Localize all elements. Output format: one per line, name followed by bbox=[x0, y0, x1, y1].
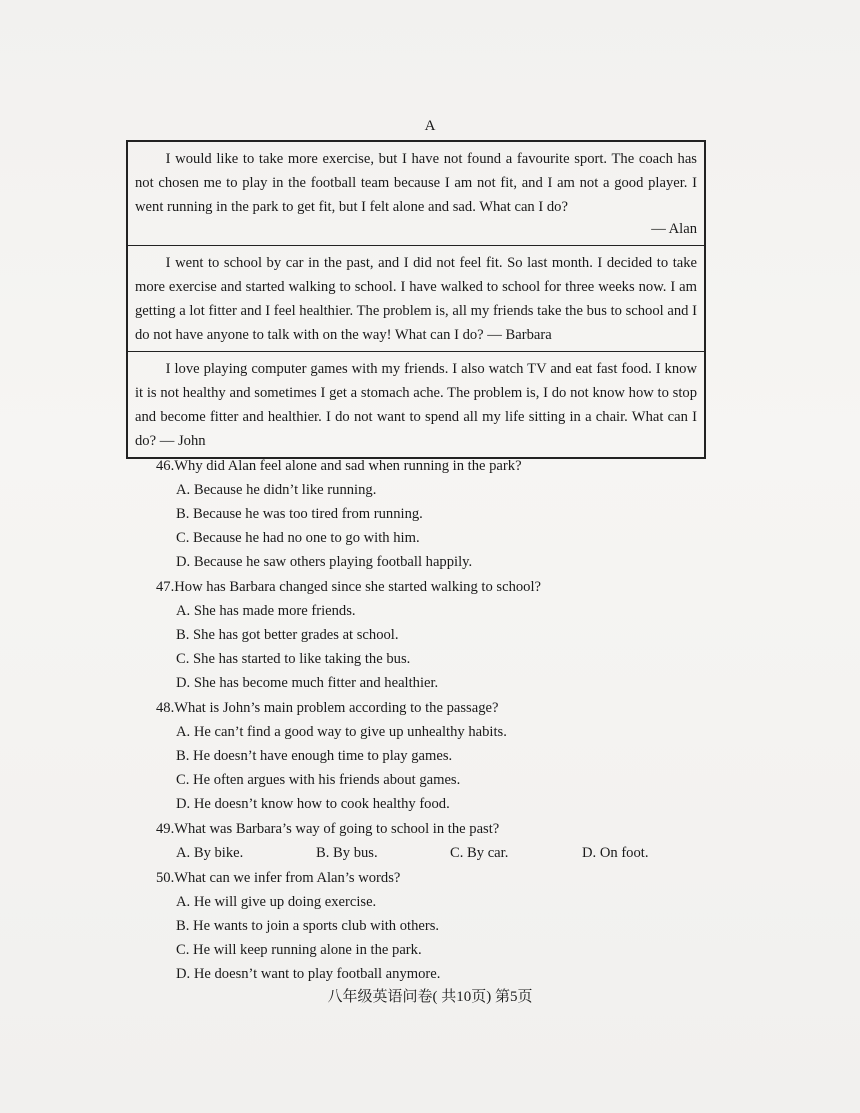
option-d: D. Because he saw others playing football happily. bbox=[176, 554, 473, 570]
option-a: A. She has made more friends. bbox=[176, 603, 356, 619]
question-46 bbox=[156, 455, 716, 574]
option-d: D. She has become much fitter and healthier. bbox=[176, 675, 439, 691]
option-d: D. On foot. bbox=[582, 845, 649, 861]
question-stem: 50.What can we infer from Alan’s words? bbox=[156, 870, 401, 886]
question-49 bbox=[156, 818, 716, 865]
passage-alan bbox=[128, 142, 704, 245]
option-b: B. Because he was too tired from running. bbox=[176, 506, 423, 522]
passage-text: I love playing computer games with my friends. I also watch TV and eat fast food. I know it is not healthy and sometimes I get a stomach ache. The problem is, I do not know how to stop and become fitter and healthier. I do not want to spend all my life sitting in a chair. What can I do? — John bbox=[135, 361, 697, 449]
option-b: B. She has got better grades at school. bbox=[176, 627, 399, 643]
option-row bbox=[176, 841, 716, 865]
question-list bbox=[156, 455, 716, 988]
option-a: A. He will give up doing exercise. bbox=[176, 894, 377, 910]
page-footer: 八年级英语问卷( 共10页) 第5页 bbox=[327, 989, 533, 1005]
passage-text: I went to school by car in the past, and I did not feel fit. So last month. I decided to take more exercise and started walking to school. I have walked to school for three weeks now. I am getting a lot fitter and I feel healthier. The problem is, all my friends take the bus to school and I do not have anyone to talk with on the way! What can I do? — Barbara bbox=[135, 255, 697, 343]
passages-box bbox=[126, 140, 706, 459]
question-stem: 48.What is John’s main problem according to the passage? bbox=[156, 700, 499, 716]
option-d: D. He doesn’t want to play football anymore. bbox=[176, 966, 441, 982]
question-48 bbox=[156, 697, 716, 816]
option-a: A. By bike. bbox=[176, 845, 244, 861]
option-a: A. He can’t find a good way to give up unhealthy habits. bbox=[176, 724, 507, 740]
passage-text: I would like to take more exercise, but I have not found a favourite sport. The coach has not chosen me to play in the football team because I am not fit, and I am not a good player. I went running in the park to get fit, but I felt alone and sad. What can I do? bbox=[135, 151, 697, 215]
passage-barbara bbox=[128, 245, 704, 351]
section-title: A bbox=[424, 118, 436, 134]
option-c: C. She has started to like taking the bus. bbox=[176, 651, 411, 667]
passage-john bbox=[128, 351, 704, 457]
question-stem: 46.Why did Alan feel alone and sad when running in the park? bbox=[156, 458, 522, 474]
option-b: B. He doesn’t have enough time to play games. bbox=[176, 748, 453, 764]
option-a: A. Because he didn’t like running. bbox=[176, 482, 377, 498]
option-c: C. By car. bbox=[450, 845, 509, 861]
option-b: B. By bus. bbox=[316, 845, 378, 861]
question-stem: 49.What was Barbara’s way of going to school in the past? bbox=[156, 821, 500, 837]
option-c: C. He often argues with his friends about games. bbox=[176, 772, 461, 788]
option-c: C. Because he had no one to go with him. bbox=[176, 530, 420, 546]
question-50 bbox=[156, 867, 716, 986]
option-d: D. He doesn’t know how to cook healthy food. bbox=[176, 796, 450, 812]
option-c: C. He will keep running alone in the park. bbox=[176, 942, 422, 958]
question-stem: 47.How has Barbara changed since she started walking to school? bbox=[156, 579, 541, 595]
option-b: B. He wants to join a sports club with others. bbox=[176, 918, 440, 934]
passage-signature: — Alan bbox=[651, 221, 697, 237]
question-47 bbox=[156, 576, 716, 695]
